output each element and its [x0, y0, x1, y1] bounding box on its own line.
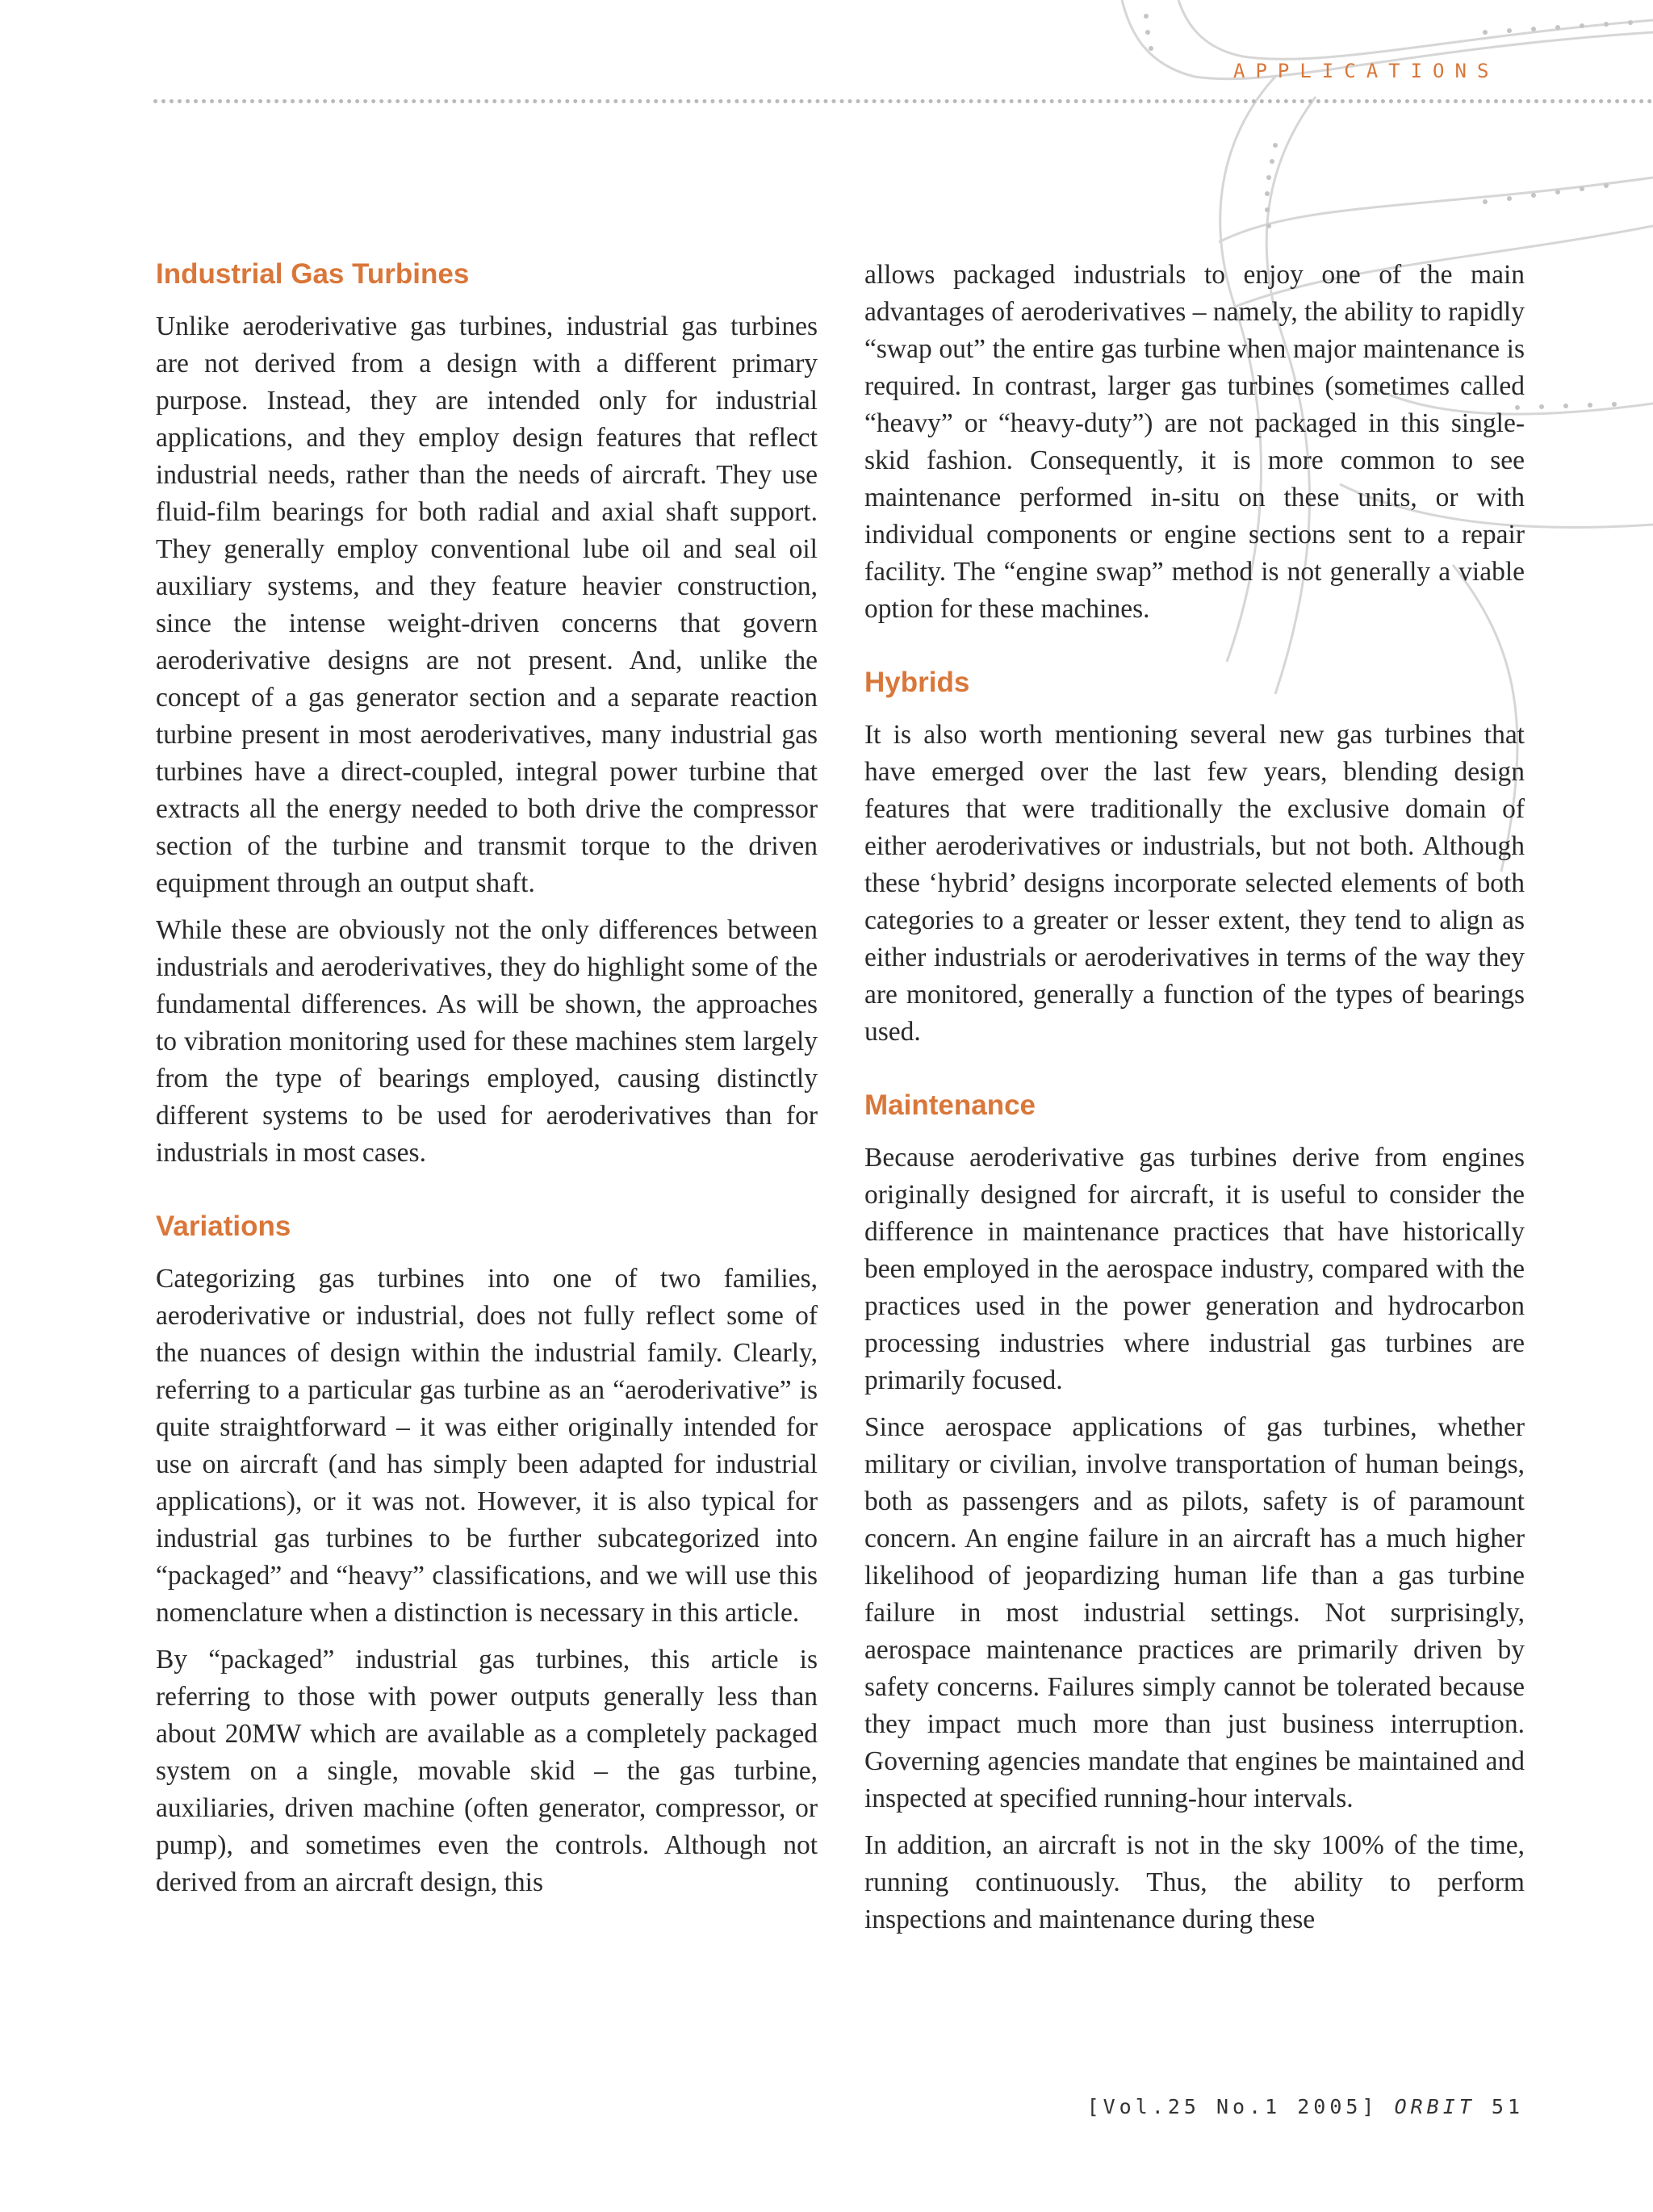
paragraph: It is also worth mentioning several new gas turbines that have emerged over the last few years, blending design features that were traditionally the exclusive domain of either aeroderivatives or industrials, but not both. Although these ‘hybrid’ designs incorporate selected elements of both categories to a greater or lesser extent, they tend to align as either industrials or aeroderivatives in terms of the way they are monitored, generally a function of the types of bearings used. [864, 720, 1525, 1047]
heading-maintenance: Maintenance [864, 1089, 1036, 1121]
header-divider [153, 99, 1653, 103]
left-column [156, 257, 818, 1911]
page-number: 51 [1491, 2095, 1524, 2118]
heading-industrial-gas-turbines: Industrial Gas Turbines [156, 258, 470, 290]
paragraph: allows packaged industrials to enjoy one of the main advantages of aeroderivatives – namely, the ability to rapidly “swap out” the entire gas turbine when major maintenance is required. In contrast, larger gas turbines (sometimes called “heavy” or “heavy-duty”) are not packaged in this single-skid fashion. Consequently, it is more common to see maintenance performed in-situ on these units, or with individual components or engine sections sent to a repair facility. The “engine swap” method is not generally a viable option for these machines. [864, 260, 1525, 624]
paragraph: Unlike aeroderivative gas turbines, industrial gas turbines are not derived from a design with a different primary purpose. Instead, they are intended only for industrial applications, and they employ design features that reflect industrial needs, rather than the needs of aircraft. They use fluid-film bearings for both radial and axial shaft support. They generally employ conventional lube oil and seal oil auxiliary systems, and they feature heavier construction, since the intense weight-driven concerns that govern aeroderivative designs are not present. And, unlike the concept of a gas generator section and a separate reaction turbine present in most aeroderivatives, many industrial gas turbines have a direct-coupled, integral power turbine that extracts all the energy needed to both drive the compressor section of the turbine and transmit torque to the driven equipment through an output shaft. [156, 312, 818, 898]
heading-hybrids: Hybrids [864, 667, 970, 698]
paragraph: In addition, an aircraft is not in the sky 100% of the time, running continuously. Thus, the ability to perform inspections and maintenance during these [864, 1830, 1525, 1934]
page-footer [1087, 2095, 1524, 2118]
paragraph: While these are obviously not the only differences between industrials and aeroderivatives, they do highlight some of the fundamental differences. As will be shown, the approaches to vibration monitoring used for these machines stem largely from the type of bearings employed, causing distinctly different systems to be used for aeroderivatives than for industrials in most cases. [156, 915, 818, 1168]
paragraph: Since aerospace applications of gas turbines, whether military or civilian, involve transportation of human beings, both as passengers and as pilots, safety is of paramount concern. An engine failure in an aircraft has a much higher likelihood of jeopardizing human life than a gas turbine failure in most industrial settings. Not surprisingly, aerospace maintenance practices are primarily driven by safety concerns. Failures simply cannot be tolerated because they impact much more than just business interruption. Governing agencies mandate that engines be maintained and inspected at specified running-hour intervals. [864, 1412, 1525, 1813]
section-label: APPLICATIONS [1233, 60, 1500, 82]
heading-variations: Variations [156, 1211, 291, 1242]
paragraph: Categorizing gas turbines into one of two families, aeroderivative or industrial, does not fully reflect some of the nuances of design within the industrial family. Clearly, referring to a particular gas turbine as an “aeroderivative” is quite straightforward – it was either originally intended for use on aircraft (and has simply been adapted for industrial applications), or it was not. However, it is also typical for industrial gas turbines to be further subcategorized into “packaged” and “heavy” classifications, and we will use this nomenclature when a distinction is necessary in this article. [156, 1264, 818, 1628]
right-column [864, 257, 1525, 1948]
issue-info: [Vol.25 No.1 2005] [1086, 2095, 1379, 2118]
magazine-name: ORBIT [1394, 2095, 1475, 2118]
paragraph: Because aeroderivative gas turbines derive from engines originally designed for aircraft, it is useful to consider the difference in maintenance practices that have historically been employed in the aerospace industry, compared with the practices used in the power generation and hydrocarbon processing industries where industrial gas turbines are primarily focused. [864, 1143, 1525, 1395]
paragraph: By “packaged” industrial gas turbines, this article is referring to those with power outputs generally less than about 20MW which are available as a completely packaged system on a single, movable skid – the gas turbine, auxiliaries, driven machine (often generator, compressor, or pump), and sometimes even the controls. Although not derived from an aircraft design, this [156, 1645, 818, 1897]
